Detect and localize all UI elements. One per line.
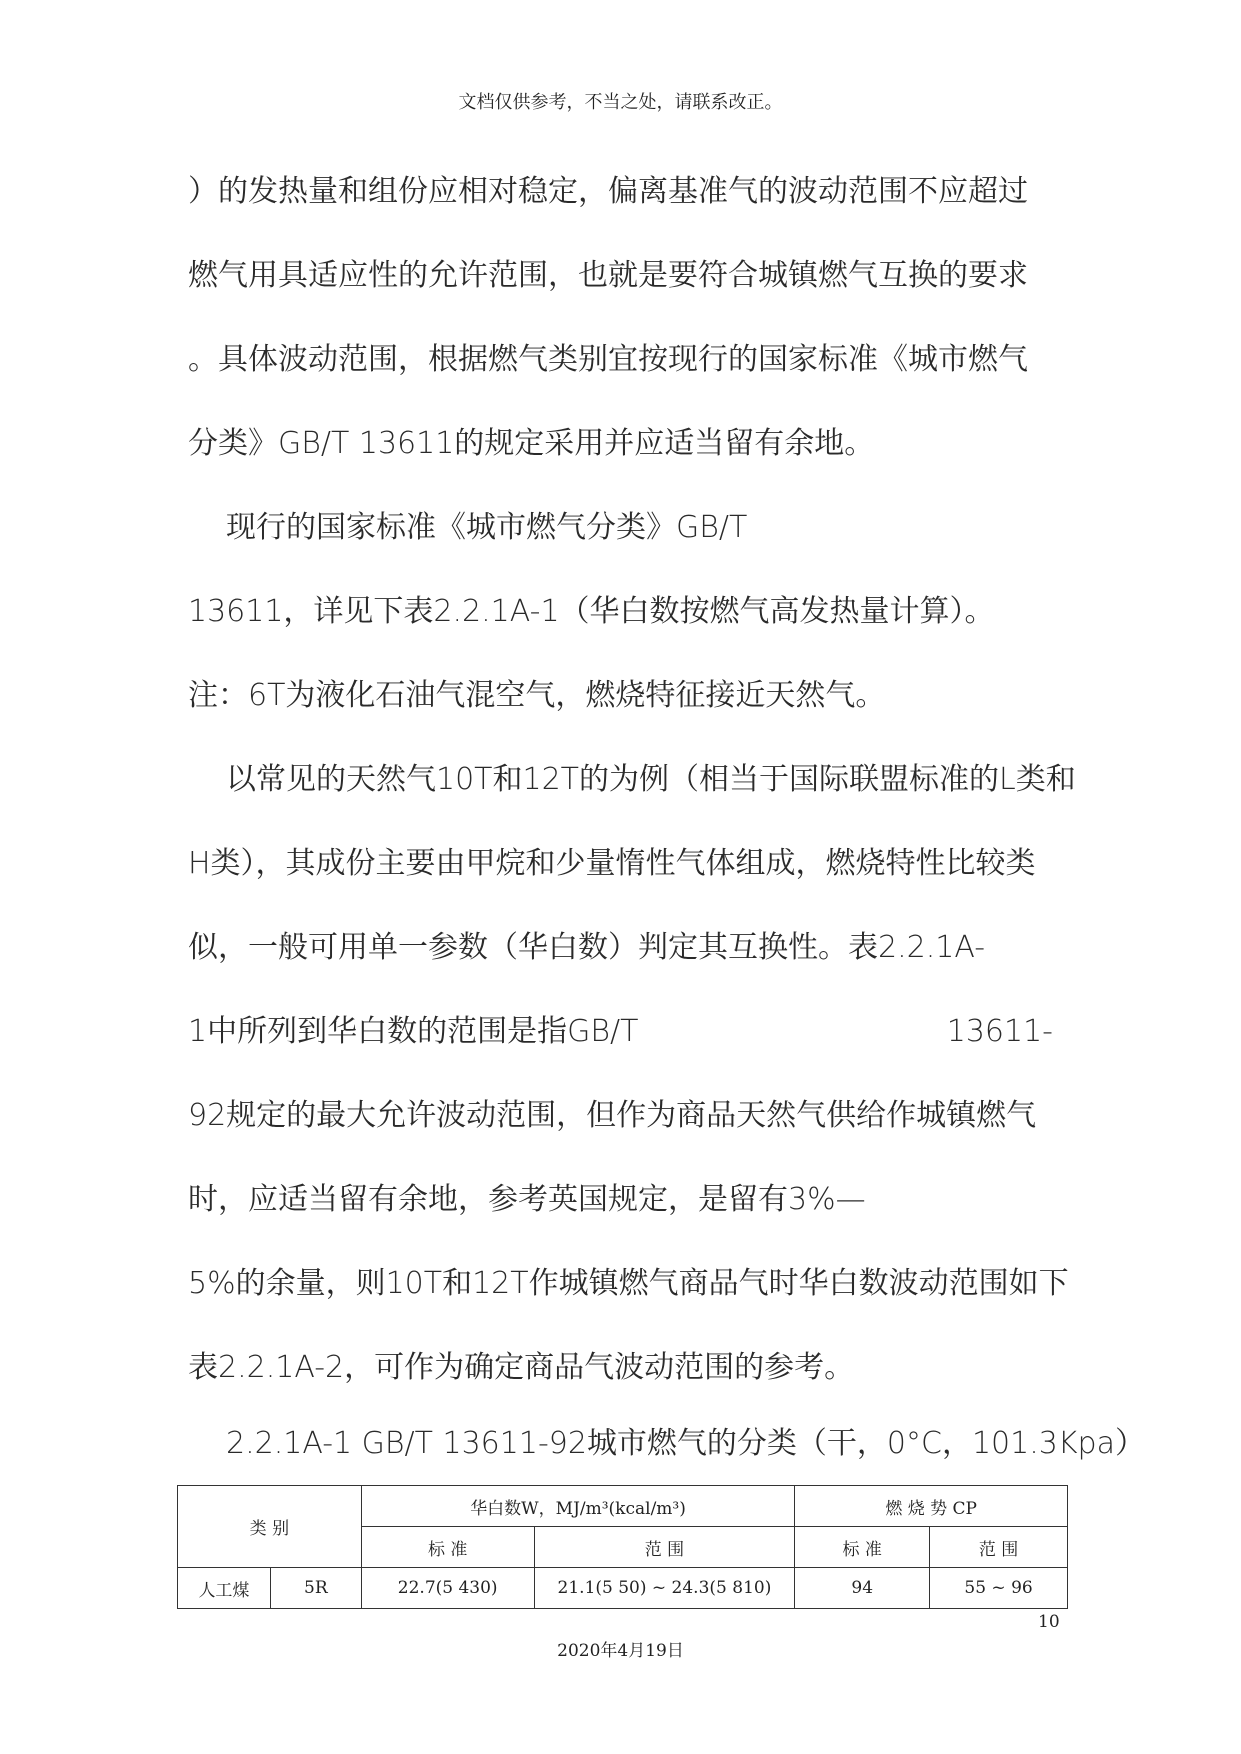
- cell-type: 5R: [270, 1568, 361, 1609]
- note-line: 注：6T为液化石油气混空气，燃烧特征接近天然气。: [188, 678, 886, 713]
- paragraph-line-end: 13611-: [946, 1014, 1053, 1049]
- paragraph-line: 92规定的最大允许波动范围，但作为商品天然气供给作城镇燃气: [188, 1098, 1037, 1133]
- cell-cp-range: 55 ~ 96: [930, 1568, 1068, 1609]
- paragraph-line: H类），其成份主要由甲烷和少量惰性气体组成，燃烧特性比较类: [188, 846, 1036, 881]
- paragraph-line: 分类》GB/T 13611的规定采用并应适当留有余地。: [188, 426, 875, 461]
- table-row: [178, 1568, 1068, 1609]
- paragraph-line: 以常见的天然气10T和12T的为例（相当于国际联盟标准的L类和: [226, 762, 1076, 797]
- header-combustion-potential: 燃 烧 势 CP: [795, 1486, 1068, 1527]
- subheader-cp-range: 范 围: [930, 1527, 1068, 1568]
- header-disclaimer: 文档仅供参考，不当之处，请联系改正。: [458, 92, 783, 113]
- subheader-wobbe-range: 范 围: [534, 1527, 795, 1568]
- cell-wobbe-range: 21.1(5 50) ~ 24.3(5 810): [534, 1568, 795, 1609]
- paragraph-line: ）的发热量和组份应相对稳定，偏离基准气的波动范围不应超过: [188, 174, 1028, 209]
- paragraph-line: [188, 1008, 1053, 1092]
- subheader-wobbe-standard: 标 准: [361, 1527, 534, 1568]
- paragraph-line: 燃气用具适应性的允许范围，也就是要符合城镇燃气互换的要求: [188, 258, 1028, 293]
- paragraph-line: 5%的余量，则10T和12T作城镇燃气商品气时华白数波动范围如下: [188, 1266, 1069, 1301]
- cell-category: 人工煤: [178, 1568, 271, 1609]
- header-wobbe-index: 华白数W，MJ/m³(kcal/m³): [361, 1486, 795, 1527]
- subheader-cp-standard: 标 准: [795, 1527, 930, 1568]
- page-number: 10: [1038, 1612, 1060, 1632]
- paragraph-line: 。具体波动范围，根据燃气类别宜按现行的国家标准《城市燃气: [188, 342, 1028, 377]
- table-caption: 2.2.1A-1 GB/T 13611-92城市燃气的分类（干，0°C，101.3Kpa）: [226, 1426, 1145, 1461]
- body-text: [188, 168, 1076, 1428]
- paragraph-line: 时，应适当留有余地，参考英国规定，是留有3%—: [188, 1182, 866, 1217]
- cell-cp-standard: 94: [795, 1568, 930, 1609]
- footer-date: 2020年4月19日: [557, 1641, 684, 1661]
- paragraph-line: 似，一般可用单一参数（华白数）判定其互换性。表2.2.1A-: [188, 930, 986, 965]
- paragraph-line: 现行的国家标准《城市燃气分类》GB/T: [226, 510, 748, 545]
- header-category: 类 别: [178, 1486, 362, 1568]
- gas-classification-table: [177, 1485, 1068, 1609]
- paragraph-line: 表2.2.1A-2，可作为确定商品气波动范围的参考。: [188, 1350, 855, 1385]
- paragraph-line: 13611，详见下表2.2.1A-1（华白数按燃气高发热量计算）。: [188, 594, 995, 629]
- cell-wobbe-standard: 22.7(5 430): [361, 1568, 534, 1609]
- paragraph-line-start: 1中所列到华白数的范围是指GB/T: [188, 1014, 639, 1049]
